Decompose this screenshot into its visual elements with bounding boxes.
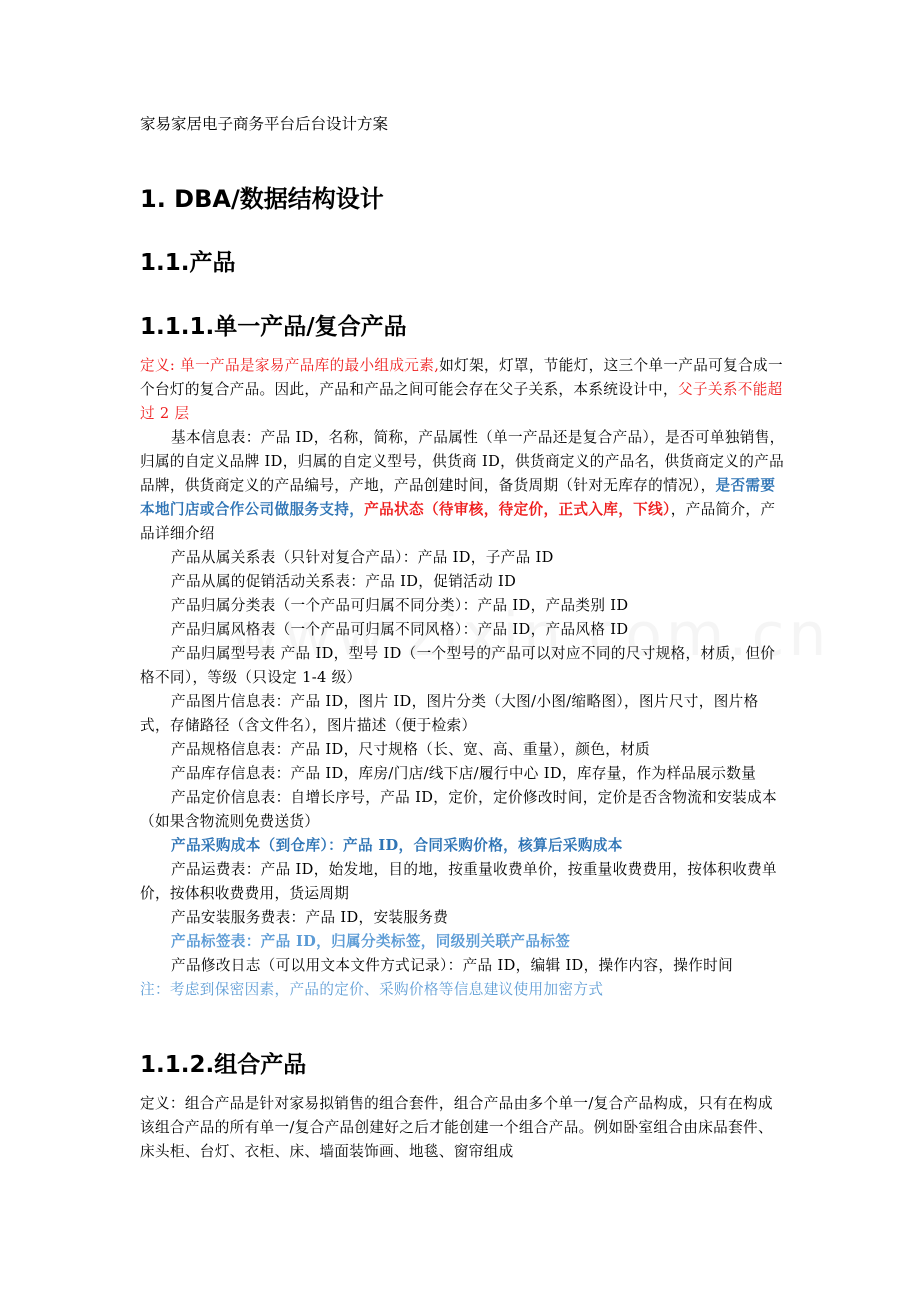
basic-info-tail: ，产品简介，产品详细介绍 xyxy=(140,501,776,542)
definition-body: 如灯架，灯罩，节能灯，这三个单一产品可复合成一个台灯的复合产品。因此，产品和产品之间可能会存在父子关系，本系统设计中， xyxy=(140,357,783,398)
heading-level-2: 1.1.产品 xyxy=(140,250,236,276)
list-item: 产品安装服务费表：产品 ID，安装服务费 xyxy=(171,909,449,926)
basic-info-product-status: 产品状态（待审核，待定价，正式入库，下线） xyxy=(364,501,671,518)
list-item: 产品规格信息表：产品 ID，尺寸规格（长、宽、高、重量），颜色，材质 xyxy=(171,741,651,758)
definition-paragraph xyxy=(140,354,785,426)
list-item: 产品归属型号表 产品 ID，型号 ID（一个型号的产品可以对应不同的尺寸规格，材质，但价格不同），等级（只设定 1-4 级） xyxy=(140,645,776,686)
list-item: 产品从属关系表（只针对复合产品）：产品 ID，子产品 ID xyxy=(171,549,554,566)
list-item: 产品标签表：产品 ID，归属分类标签，同级别关联产品标签 xyxy=(171,933,571,950)
basic-info-service-support: 是否需要本地门店或合作公司做服务支持， xyxy=(140,477,776,518)
table-definition-list xyxy=(140,546,785,978)
list-item: 产品图片信息表：产品 ID，图片 ID，图片分类（大图/小图/缩略图），图片尺寸，图片格式，存储路径（含文件名），图片描述（便于检索） xyxy=(140,693,759,734)
list-item: 产品从属的促销活动关系表：产品 ID，促销活动 ID xyxy=(171,573,517,590)
list-item: 产品采购成本（到仓库）：产品 ID，合同采购价格，核算后采购成本 xyxy=(171,837,623,854)
heading-level-1: 1. DBA/数据结构设计 xyxy=(140,185,384,213)
spacer xyxy=(140,1002,785,1048)
spacer xyxy=(140,216,785,246)
list-item: 产品库存信息表：产品 ID，库房/门店/线下店/履行中心 ID，库存量，作为样品展示数量 xyxy=(171,765,757,782)
combo-definition-paragraph: 定义：组合产品是针对家易拟销售的组合套件，组合产品由多个单一/复合产品构成，只有在构成该组合产品的所有单一/复合产品创建好之后才能创建一个组合产品。例如卧室组合由床品套件、床头柜、台灯、衣柜、床、墙面装饰画、地毯、窗帘组成 xyxy=(140,1095,773,1160)
spacer xyxy=(140,136,785,182)
document-page xyxy=(140,112,785,1164)
spacer xyxy=(140,1082,785,1092)
definition-red-tail: 父子关系不能超过 2 层 xyxy=(140,381,783,422)
list-item: 产品修改日志（可以用文本文件方式记录）：产品 ID，编辑 ID，操作内容，操作时间 xyxy=(171,957,734,974)
spacer xyxy=(140,280,785,310)
list-item: 产品归属分类表（一个产品可归属不同分类）：产品 ID，产品类别 ID xyxy=(171,597,629,614)
heading-section-1-1-1: 1.1.1.单一产品/复合产品 xyxy=(140,314,407,340)
security-note: 注：考虑到保密因素，产品的定价、采购价格等信息建议使用加密方式 xyxy=(140,981,604,998)
list-item: 产品运费表：产品 ID，始发地，目的地，按重量收费单价，按重量收费费用，按体积收费单价，按体积收费费用，货运周期 xyxy=(140,861,777,902)
heading-section-1-1-2: 1.1.2.组合产品 xyxy=(140,1052,307,1078)
list-item: 产品归属风格表（一个产品可归属不同风格）：产品 ID，产品风格 ID xyxy=(171,621,629,638)
document-title: 家易家居电子商务平台后台设计方案 xyxy=(140,115,389,133)
basic-info-text: 基本信息表：产品 ID，名称，简称，产品属性（单一产品还是复合产品），是否可单独销售，归属的自定义品牌 ID，归属的自定义型号，供货商 ID，供货商定义的产品名，供货商定义的产品品牌，供货商定义的产品编号，产地，产品创建时间，备货周期（针对无库存的情况）， xyxy=(140,429,785,494)
definition-red-lead: 定义: 单一产品是家易产品库的最小组成元素, xyxy=(140,357,440,374)
spacer xyxy=(140,344,785,354)
basic-info-paragraph xyxy=(140,426,785,546)
list-item: 产品定价信息表：自增长序号，产品 ID，定价，定价修改时间，定价是否含物流和安装成本（如果含物流则免费送货） xyxy=(140,789,777,830)
